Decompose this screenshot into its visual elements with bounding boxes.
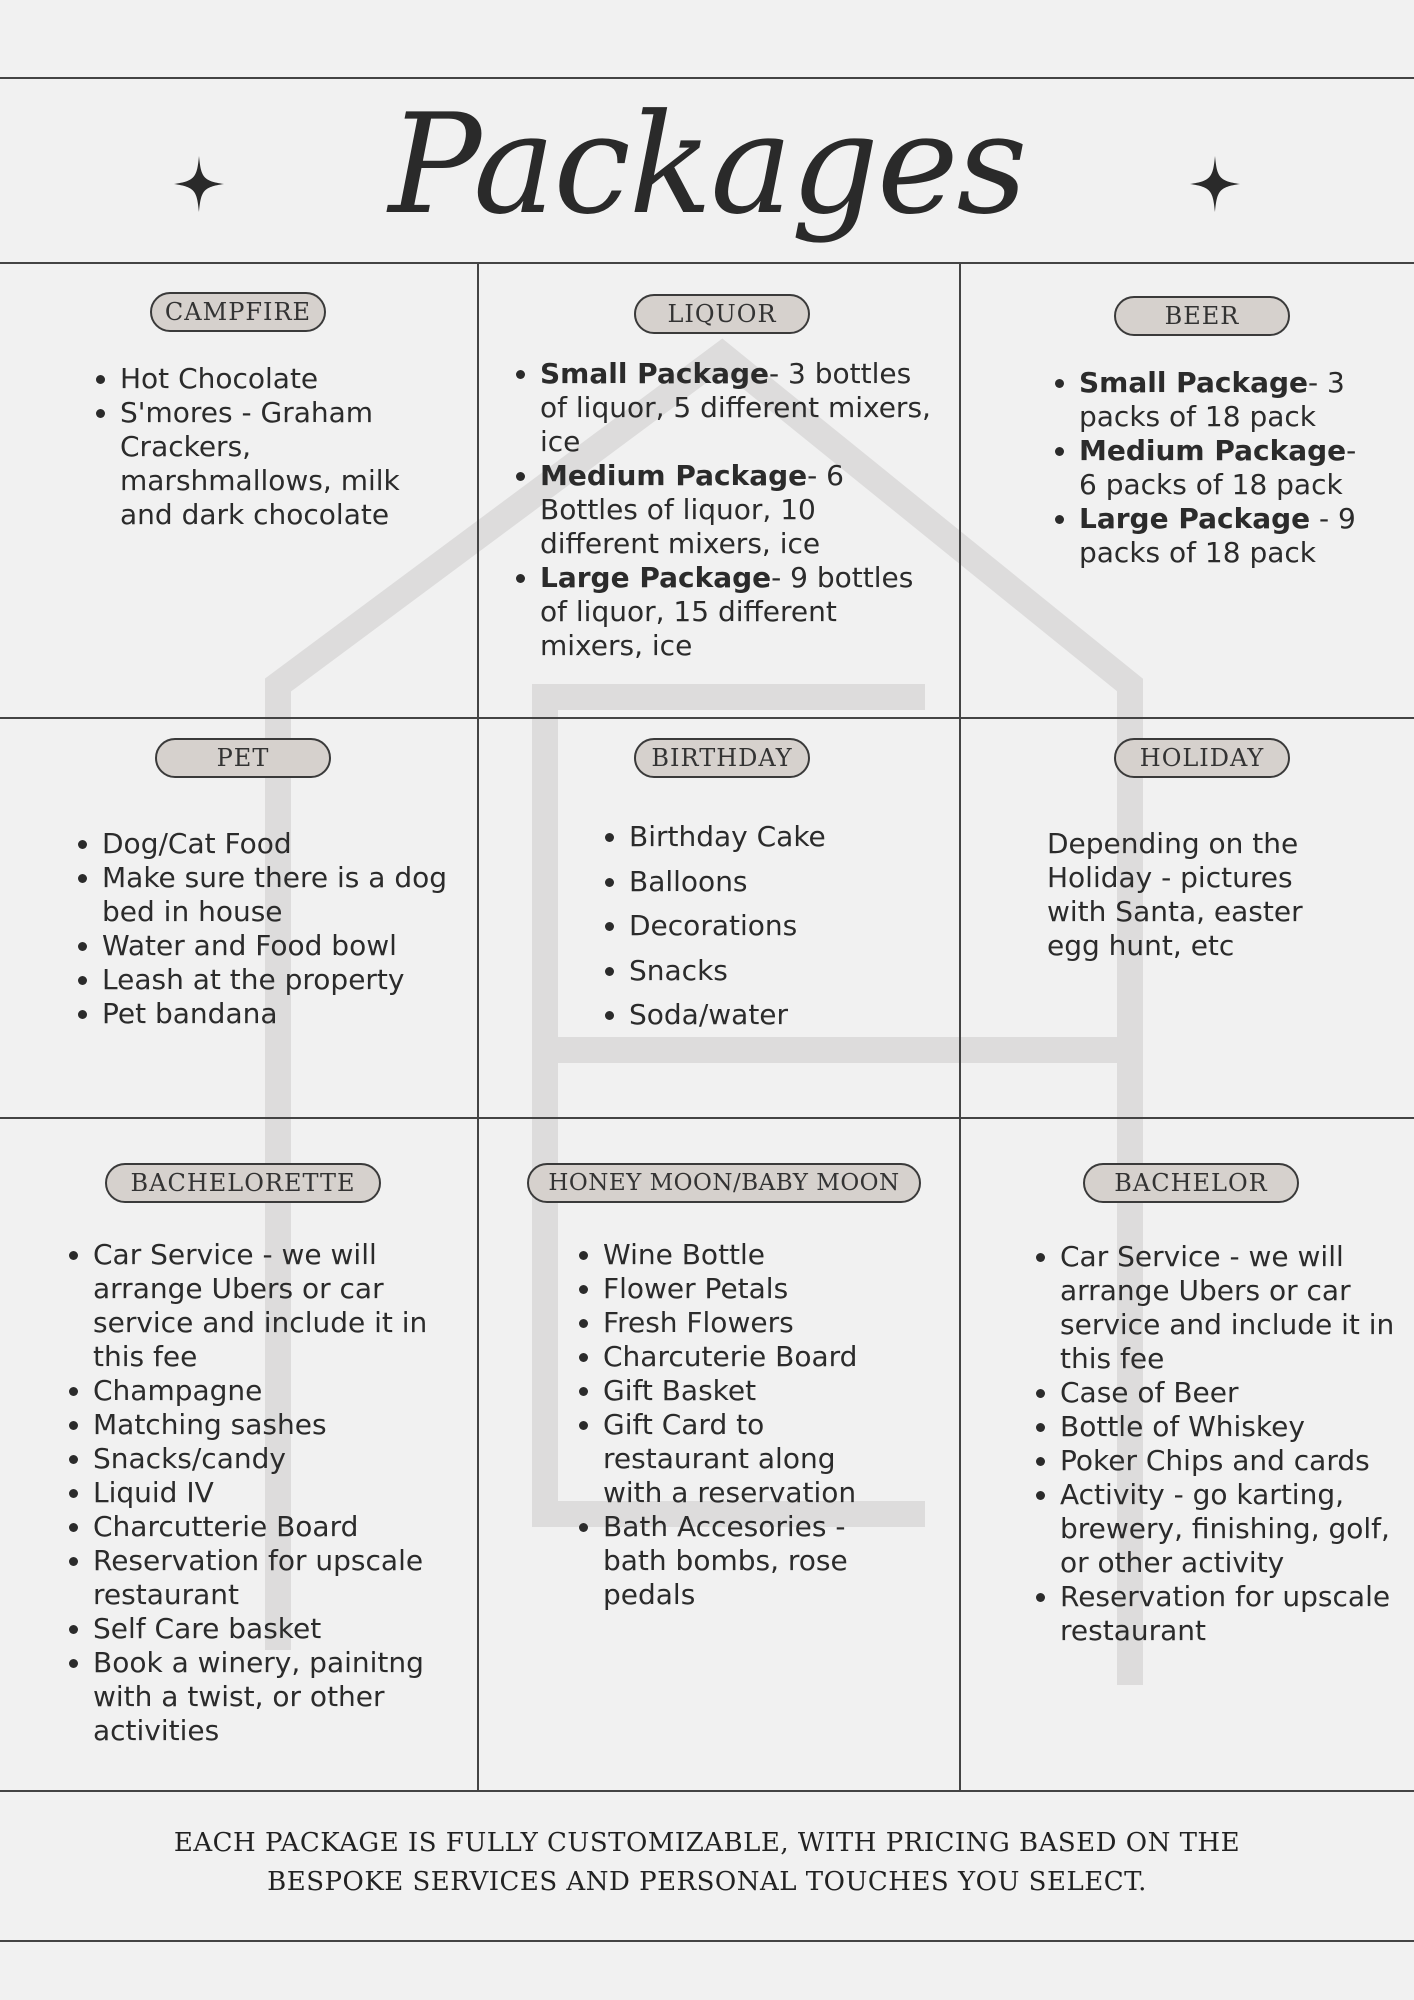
bachelorette-list: [61, 1238, 466, 1748]
list-item: • Soda/water: [629, 998, 937, 1032]
list-item: • Gift Card to restaurant along with a reservation: [603, 1408, 871, 1510]
list-item: • Bath Accesories - bath bombs, rose pedals: [603, 1510, 871, 1612]
pet-label: PET: [155, 738, 331, 778]
row-divider-2: [0, 1117, 1414, 1119]
package-size: Small Package: [1079, 366, 1308, 399]
holiday-label: HOLIDAY: [1114, 738, 1290, 778]
list-item: • Liquid IV: [93, 1476, 466, 1510]
header-rule: [0, 262, 1414, 264]
list-item: • Large Package- 9 bottles of liquor, 15 different mixers, ice: [540, 561, 938, 663]
list-item: • Snacks: [629, 954, 937, 988]
list-item: • Case of Beer: [1060, 1376, 1398, 1410]
list-item: • S'mores - Graham Crackers, marshmallows, milk and dark chocolate: [120, 396, 448, 532]
footer-line: EACH PACKAGE IS FULLY CUSTOMIZABLE, WITH PRICING BASED ON THE: [173, 1828, 1241, 1858]
list-item: • Car Service - we will arrange Ubers or car service and include it in this fee: [1060, 1240, 1398, 1376]
list-item: • Activity - go karting, brewery, finishing, golf, or other activity: [1060, 1478, 1398, 1580]
liquor-list: [508, 357, 938, 663]
list-item: • Self Care basket: [93, 1612, 466, 1646]
pet-list: [70, 827, 465, 1031]
birthday-list: [597, 820, 937, 1043]
list-item: • Charcutterie Board: [93, 1510, 466, 1544]
bachelor-list: [1028, 1240, 1398, 1648]
beer-label: BEER: [1114, 296, 1290, 336]
list-item: • Snacks/candy: [93, 1442, 466, 1476]
list-item: • Balloons: [629, 865, 937, 899]
list-item: • Leash at the property: [102, 963, 465, 997]
grid-bottom-rule: [0, 1790, 1414, 1792]
honeymoon-list: [571, 1238, 871, 1612]
list-item: • Large Package - 9 packs of 18 pack: [1079, 502, 1377, 570]
footer-note: [60, 1824, 1354, 1902]
list-item: • Hot Chocolate: [120, 362, 448, 396]
footer-line: BESPOKE SERVICES AND PERSONAL TOUCHES YOU SELECT.: [267, 1867, 1147, 1897]
bottom-rule: [0, 1940, 1414, 1942]
page-title: Packages: [388, 84, 1026, 245]
list-item: • Dog/Cat Food: [102, 827, 465, 861]
list-item: • Small Package- 3 bottles of liquor, 5 different mixers, ice: [540, 357, 938, 459]
list-item: • Medium Package- 6 Bottles of liquor, 10 different mixers, ice: [540, 459, 938, 561]
package-size: Medium Package: [540, 459, 808, 492]
list-item: • Gift Basket: [603, 1374, 871, 1408]
list-item: • Birthday Cake: [629, 820, 937, 854]
list-item: • Pet bandana: [102, 997, 465, 1031]
bachelor-label: BACHELOR: [1083, 1163, 1299, 1203]
holiday-description: Depending on the Holiday - pictures with Santa, easter egg hunt, etc: [1047, 827, 1303, 962]
row-divider-1: [0, 717, 1414, 719]
campfire-list: [88, 362, 448, 532]
list-item: • Bottle of Whiskey: [1060, 1410, 1398, 1444]
list-item: • Make sure there is a dog bed in house: [102, 861, 465, 929]
list-item: • Charcuterie Board: [603, 1340, 871, 1374]
campfire-label: CAMPFIRE: [150, 292, 326, 332]
top-rule: [0, 77, 1414, 79]
package-size: Small Package: [540, 357, 769, 390]
list-item: • Book a winery, painitng with a twist, or other activities: [93, 1646, 466, 1748]
list-item: • Reservation for upscale restaurant: [1060, 1580, 1398, 1648]
column-divider-2: [959, 262, 961, 1790]
list-item: • Decorations: [629, 909, 937, 943]
list-item: • Poker Chips and cards: [1060, 1444, 1398, 1478]
package-size: Medium Package: [1079, 434, 1347, 467]
list-item: • Flower Petals: [603, 1272, 871, 1306]
list-item: • Water and Food bowl: [102, 929, 465, 963]
list-item: • Wine Bottle: [603, 1238, 871, 1272]
list-item: • Medium Package- 6 packs of 18 pack: [1079, 434, 1377, 502]
package-size: Large Package: [1079, 502, 1311, 535]
list-item: • Champagne: [93, 1374, 466, 1408]
liquor-label: LIQUOR: [634, 294, 810, 334]
beer-list: [1047, 366, 1377, 570]
package-size: Large Package: [540, 561, 772, 594]
birthday-label: BIRTHDAY: [634, 738, 810, 778]
bachelorette-label: BACHELORETTE: [105, 1163, 381, 1203]
list-item: • Matching sashes: [93, 1408, 466, 1442]
four-point-star-icon: [1190, 156, 1240, 212]
column-divider-1: [477, 262, 479, 1790]
list-item: • Reservation for upscale restaurant: [93, 1544, 466, 1612]
list-item: • Small Package- 3 packs of 18 pack: [1079, 366, 1377, 434]
honeymoon-label: HONEY MOON/BABY MOON: [527, 1163, 921, 1203]
list-item: • Car Service - we will arrange Ubers or car service and include it in this fee: [93, 1238, 466, 1374]
list-item: • Fresh Flowers: [603, 1306, 871, 1340]
